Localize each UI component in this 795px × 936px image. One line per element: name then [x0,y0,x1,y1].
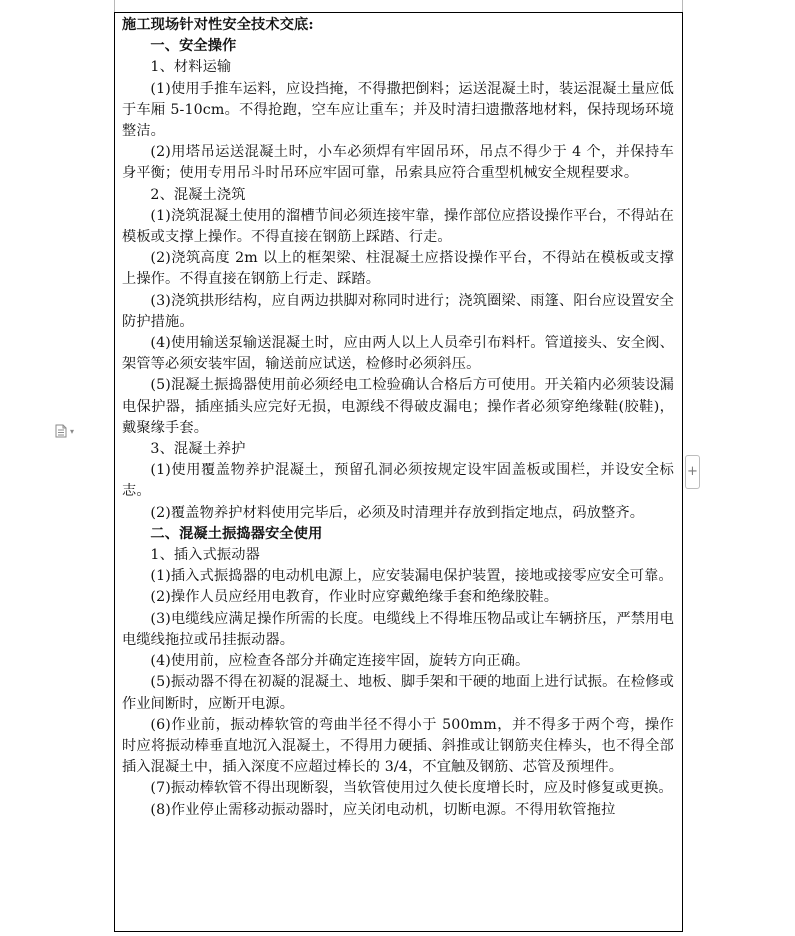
body-paragraph: (2)覆盖物养护材料使用完毕后，必须及时清理并存放到指定地点，码放整齐。 [150,504,645,521]
body-paragraph: (1)使用覆盖物养护混凝土，预留孔洞必须按规定设牢固盖板或围栏，并设安全标志。 [122,462,674,500]
body-paragraph: (2)用塔吊运送混凝土时，小车必须焊有牢固吊环，吊点不得少于 4 个，并保持车身平衡；使用专用吊斗时吊环应牢固可靠，吊索具应符合重型机械安全规程要求。 [122,144,674,182]
body-paragraph: (3)电缆线应满足操作所需的长度。电缆线上不得堆压物品或让车辆挤压，严禁用电电缆线拖拉或吊挂振动器。 [122,610,674,648]
paragraph-options-button[interactable] [55,424,74,438]
document-icon [55,424,67,438]
document-table-cell[interactable] [114,12,683,932]
subsection-heading: 1、材料运输 [150,59,232,76]
body-paragraph: (8)作业停止需移动振动器时，应关闭电动机，切断电源。不得用软管拖拉 [150,801,616,818]
body-paragraph: (1)浇筑混凝土使用的溜槽节间必须连接牢靠，操作部位应搭设操作平台，不得站在模板或支撑上操作。不得直接在钢筋上踩踏、行走。 [122,207,674,246]
subsection-heading: 2、混凝土浇筑 [150,186,246,203]
body-paragraph: (3)浇筑拱形结构，应自两边拱脚对称同时进行；浇筑圈梁、雨篷、阳台应设置安全防护措施。 [122,292,674,330]
body-paragraph: (6)作业前，振动棒软管的弯曲半径不得小于 500mm，并不得多于两个弯，操作时应将振动棒垂直地沉入混凝土，不得用力硬插、斜推或让钢筋夹住棒头，也不得全部插入混凝土中，插入深度不应超过棒长的 3/4，不宜触及钢筋、芯管及预埋件。 [122,716,674,776]
subsection-heading: 3、混凝土养护 [150,441,246,458]
body-paragraph: (2)操作人员应经用电教育，作业时应穿戴绝缘手套和绝缘胶鞋。 [150,589,559,606]
body-paragraph: (7)振动棒软管不得出现断裂，当软管使用过久使长度增长时，应及时修复或更换。 [150,780,673,797]
chevron-down-icon: ▾ [70,426,75,436]
body-paragraph: (1)使用手推车运料，应设挡掩，不得撒把倒料；运送混凝土时，装运混凝土量应低于车厢 5-10cm。不得抢跑，空车应让重车；并及时清扫遗撒落地材料，保持现场环境整洁。 [122,80,674,140]
section-heading: 一、安全操作 [150,38,237,55]
document-body[interactable] [115,13,682,821]
body-paragraph: (4)使用输送泵输送混凝土时，应由两人以上人员牵引布料杆。管道接头、安全阀、架管等必须安装牢固，输送前应试送，检修时必须斜压。 [122,335,674,373]
section-heading: 二、混凝土振捣器安全使用 [150,525,323,542]
body-paragraph: (2)浇筑高度 2m 以上的框架梁、柱混凝土应搭设操作平台，不得站在模板或支撑上操作。不得直接在钢筋上行走、踩踏。 [122,250,674,288]
body-paragraph: (4)使用前，应检查各部分并确定连接牢固，旋转方向正确。 [150,653,530,670]
body-paragraph: (5)混凝土振捣器使用前必须经电工检验确认合格后方可使用。开关箱内必须装设漏电保护器，插座插头应完好无损，电源线不得破皮漏电；操作者必须穿绝缘鞋(胶鞋)，戴聚缘手套。 [122,377,674,436]
body-paragraph: (1)插入式振捣器的电动机电源上，应安装漏电保护装置，接地或接零应安全可靠。 [150,568,673,585]
subsection-heading: 1、插入式振动器 [150,547,260,564]
add-row-button[interactable]: + [685,455,700,489]
body-paragraph: (5)振动器不得在初凝的混凝土、地板、脚手架和干硬的地面上进行试振。在检修或作业间断时，应断开电源。 [122,674,674,712]
document-title: 施工现场针对性安全技术交底: [122,17,314,33]
page-top-margin [114,0,683,12]
